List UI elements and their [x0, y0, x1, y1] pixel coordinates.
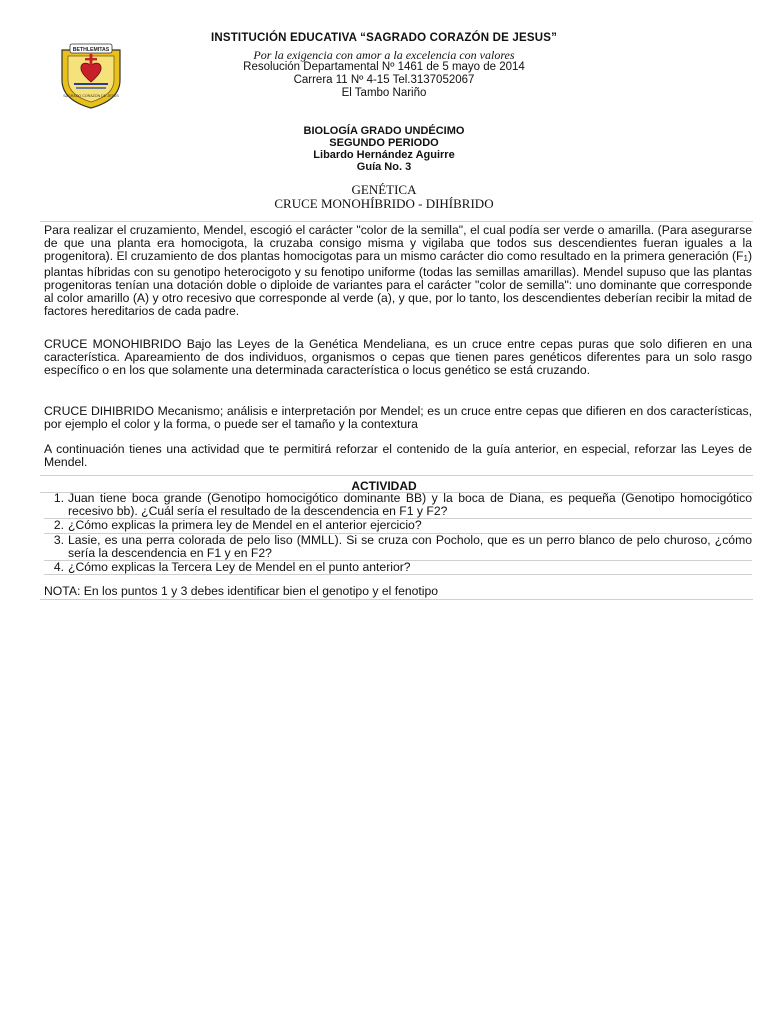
topic-heading — [0, 183, 768, 211]
course-subject: BIOLOGÍA GRADO UNDÉCIMO — [303, 125, 465, 137]
activity-item: 3. Lasie, es una perra colorada de pelo liso (MMLL). Si se cruza con Pocholo, que es un perro blanco de pelo churoso, ¿cómo sería la descendencia en F1 y en F2? — [44, 534, 752, 561]
crest-side-text: SAGRADO CORAZON DE JESUS — [63, 94, 119, 98]
divider-activity-top — [40, 475, 753, 476]
topic-title: GENÉTICA — [351, 182, 417, 197]
paragraph-activity-intro: A continuación tienes una actividad que te permitirá reforzar el contenido de la guía anterior, en especial, reforzar las Leyes de Mendel. — [44, 442, 752, 470]
document-header — [0, 0, 768, 110]
paragraph-dihybrid: CRUCE DIHIBRIDO Mecanismo; análisis e interpretación por Mendel; es un cruce entre cepas que difieren en dos características, por ejemplo el color y la forma, o puede ser el tamaño y la contextura — [44, 404, 752, 432]
activity-item: 4. ¿Cómo explicas la Tercera Ley de Mendel en el punto anterior? — [44, 561, 752, 575]
divider-bottom — [40, 599, 753, 600]
activity-item: 2. ¿Cómo explicas la primera ley de Mendel en el anterior ejercicio? — [44, 519, 752, 533]
activity-title: ACTIVIDAD — [351, 479, 417, 493]
activity-item: 1. Juan tiene boca grande (Genotipo homocigótico dominante BB) y la boca de Diana, es pequeña (Genotipo homocigótico recesivo bb). ¿Cuál sería el resultado de la descendencia en F1 y F2? — [44, 492, 752, 519]
crest-banner-text: BETHLEMITAS — [72, 47, 110, 53]
city-line: El Tambo Nariño — [341, 87, 427, 99]
paragraph-mendel-experiment: Para realizar el cruzamiento, Mendel, escogió el carácter "color de la semilla", el cual podía ser verde o amarilla. (Para asegurarse de que una planta era homocigota, la cruzaba consigo misma y vigilaba que todos sus descendientes fueran iguales a la progenitora). El cruzamiento de dos plantas homocigotas para un mismo carácter dio como resultado en la primera generación $(F_1)$ plantas híbridas con su genotipo heterocigoto y su fenotipo uniforme (todas las semillas amarillas). Mendel supuso que las plantas progenitoras tenían una dotación doble o diploide de variantes para el carácter "color de semilla": uno dominante que corresponde al color amarillo (A) y otro recesivo que corresponde al verde (a), y que, por lo tanto, los descendientes deberían recibir la mitad de factores hereditarios de cada padre. — [44, 223, 752, 319]
course-guide-number: Guía No. 3 — [356, 161, 412, 173]
topic-subtitle: CRUCE MONOHÍBRIDO - DIHÍBRIDO — [274, 196, 494, 211]
activity-list — [44, 492, 752, 575]
course-period: SEGUNDO PERIODO — [329, 137, 439, 149]
divider-top — [40, 221, 753, 222]
resolution-line: Resolución Departamental Nº 1461 de 5 mayo de 2014 — [243, 61, 525, 73]
course-info — [0, 125, 768, 173]
institution-motto: Por la exigencia con amor a la excelencia con valores — [253, 48, 515, 62]
course-teacher: Libardo Hernández Aguirre — [313, 149, 455, 161]
address-line: Carrera 11 Nº 4-15 Tel.3137052067 — [293, 74, 475, 86]
institution-name: INSTITUCIÓN EDUCATIVA “SAGRADO CORAZÓN DE JESUS” — [210, 32, 558, 44]
paragraph-monohybrid: CRUCE MONOHIBRIDO Bajo las Leyes de la Genética Mendeliana, es un cruce entre cepas puras que solo difieren en una característica. Apareamiento de dos individuos, organismos o cepas que tienen pares genéticos diferentes para un solo rasgo específico o en los que solamente una determinada característica o locus genético se está cruzando. — [44, 337, 752, 378]
note-text: NOTA: En los puntos 1 y 3 debes identificar bien el genotipo y el fenotipo — [44, 584, 439, 598]
